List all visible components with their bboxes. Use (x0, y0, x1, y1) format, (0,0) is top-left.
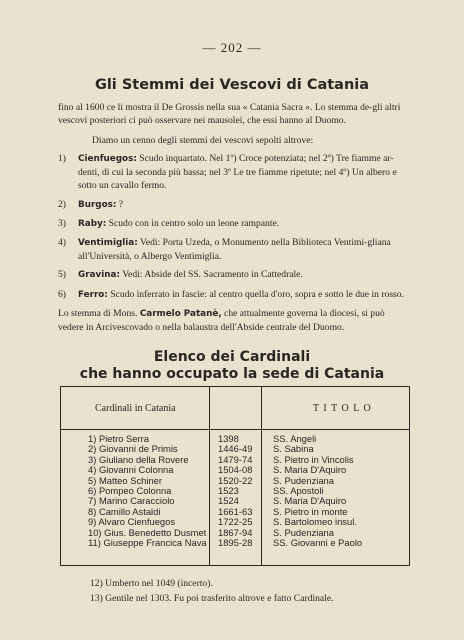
bishop-name: Burgos: (78, 199, 117, 210)
closing-paragraph (58, 307, 410, 334)
cardinal-name: 8) Camillo Astaldi (88, 505, 161, 517)
cardinal-title: S. Maria D'Aquiro (273, 495, 347, 507)
list-item-text: Scudo inferrato in fascie: al centro quella d'oro, sopra e sotto le due in rosso. (107, 288, 404, 300)
bishop-name: Cienfuegos: (78, 154, 137, 164)
list-item-number: 5) (58, 269, 66, 281)
cardinal-title: S. Pudenziana (273, 526, 334, 538)
list-item-number: 4) (58, 237, 66, 249)
cardinal-name: 2) Giovanni de Primis (88, 443, 178, 455)
list-item-text: Vedi: Abside del SS. Sacramento in Cattedrale. (119, 269, 303, 281)
cardinal-years: 1523 (218, 485, 239, 497)
list-item (58, 198, 410, 212)
cardinal-title: S. Bartolomeo insul. (273, 516, 357, 528)
list-item-number: 1) (58, 153, 66, 164)
list-item (58, 268, 410, 282)
list-item-text: Scudo inquartato. Nel 1º) Croce potenziata; nel 2º) Tre fiamme ar-denti, di cui la seconda più bassa; nel 3º Le tre fiamme ripetute; nel 4º) Un albero e sotto un cavallo fermo. (78, 153, 397, 192)
list-item-text: ? (116, 198, 124, 210)
list-item-text: Scudo con in centro solo un leone rampante. (106, 217, 280, 229)
cardinal-title: SS. Apostoli (273, 485, 324, 497)
footnote: 12) Umberto nel 1049 (incerto). (90, 578, 213, 589)
coat-of-arms-list (58, 152, 410, 334)
cardinal-name: 7) Marino Caracciolo (88, 495, 175, 507)
cardinal-name: 9) Alvaro Cienfuegos (88, 516, 176, 528)
cardinal-name: 3) Giuliano della Rovere (88, 453, 189, 465)
cardinal-name: 1) Pietro Serra (88, 433, 149, 444)
titles-column (273, 434, 362, 548)
list-item-number: 3) (58, 217, 66, 229)
cardinal-title: SS. Giovanni e Paolo (273, 537, 363, 549)
list-item (58, 152, 410, 193)
intro-text (58, 101, 410, 148)
column-header-title: T I T O L O (313, 403, 372, 414)
cardinal-title: S. Maria D'Aquiro (273, 464, 347, 476)
header-divider (61, 429, 409, 430)
bishop-name: Ferro: (78, 289, 108, 300)
list-item (58, 236, 410, 263)
cardinal-years: 1722-25 (218, 516, 253, 528)
intro-paragraph-2: Diamo un cenno degli stemmi dei vescovi sepolti altrove: (92, 135, 314, 147)
cardinals-table (60, 386, 410, 566)
page-title: Gli Stemmi dei Vescovi di Catania (94, 77, 370, 93)
cardinal-title: SS. Angeli (273, 433, 317, 444)
cardinal-name: 6) Pompeo Colonna (88, 485, 172, 497)
years-column (218, 434, 252, 548)
cardinal-title: S. Pudenziana (273, 474, 334, 486)
list-item-number: 6) (58, 288, 66, 300)
cardinal-name: 5) Matteo Schiner (88, 474, 162, 486)
cardinal-name: 4) Giovanni Colonna (88, 464, 174, 476)
column-header-cardinals: Cardinali in Catania (95, 403, 176, 414)
list-item (58, 217, 410, 231)
bishop-name: Raby: (78, 218, 107, 229)
section-subtitle: che hanno occupato la sede di Catania (79, 366, 385, 382)
bishop-name: Carmelo Patanè, (139, 308, 222, 319)
cardinal-years: 1524 (218, 495, 239, 507)
cardinal-years: 1867-94 (218, 526, 253, 538)
cardinal-years: 1398 (218, 433, 239, 444)
closing-text-end: che attualmente governa la diocesi, si può vedere in Arcivescovado o nella balaustra dell'Abside centrale del Duomo. (58, 307, 385, 334)
names-column (88, 434, 207, 548)
column-divider (261, 387, 262, 565)
cardinal-title: S. Sabina (273, 443, 314, 455)
list-item-text: Vedi: Porta Uzeda, o Monumento nella Biblioteca Ventimi-gliana all'Università, o Albergo Ventimiglia. (78, 237, 391, 263)
intro-paragraph-1: fino al 1600 ce li mostra il De Grossis nella sua « Catania Sacra ». Lo stemma de-gli altri vescovi posteriori ci può osservare nei mausolei, che essi hanno al Duomo. (58, 102, 401, 127)
bishop-name: Gravina: (78, 270, 120, 281)
cardinal-name: 11) Giuseppe Francica Nava (88, 537, 207, 549)
cardinal-years: 1895-28 (218, 537, 253, 549)
cardinal-years: 1661-63 (218, 505, 253, 517)
bishop-name: Ventimiglia: (78, 238, 138, 249)
cardinal-name: 10) Gius. Benedetto Dusmet (88, 526, 207, 538)
cardinal-title: S. Pietro in Vincolis (273, 453, 354, 465)
page-number: — 202 — (202, 40, 262, 55)
list-item (58, 288, 410, 302)
list-item-number: 2) (58, 198, 66, 210)
cardinal-years: 1446-49 (218, 443, 253, 455)
closing-text-start: Lo stemma di Mons. (58, 307, 140, 319)
cardinal-years: 1520-22 (218, 474, 253, 486)
column-divider (209, 387, 210, 565)
section-title: Elenco dei Cardinali (153, 349, 311, 365)
footnote: 13) Gentile nel 1303. Fu poi trasferito altrove e fatto Cardinale. (90, 593, 334, 604)
cardinal-title: S. Pietro in monte (273, 505, 348, 517)
cardinal-years: 1479-74 (218, 453, 253, 465)
cardinal-years: 1504-08 (218, 464, 253, 476)
